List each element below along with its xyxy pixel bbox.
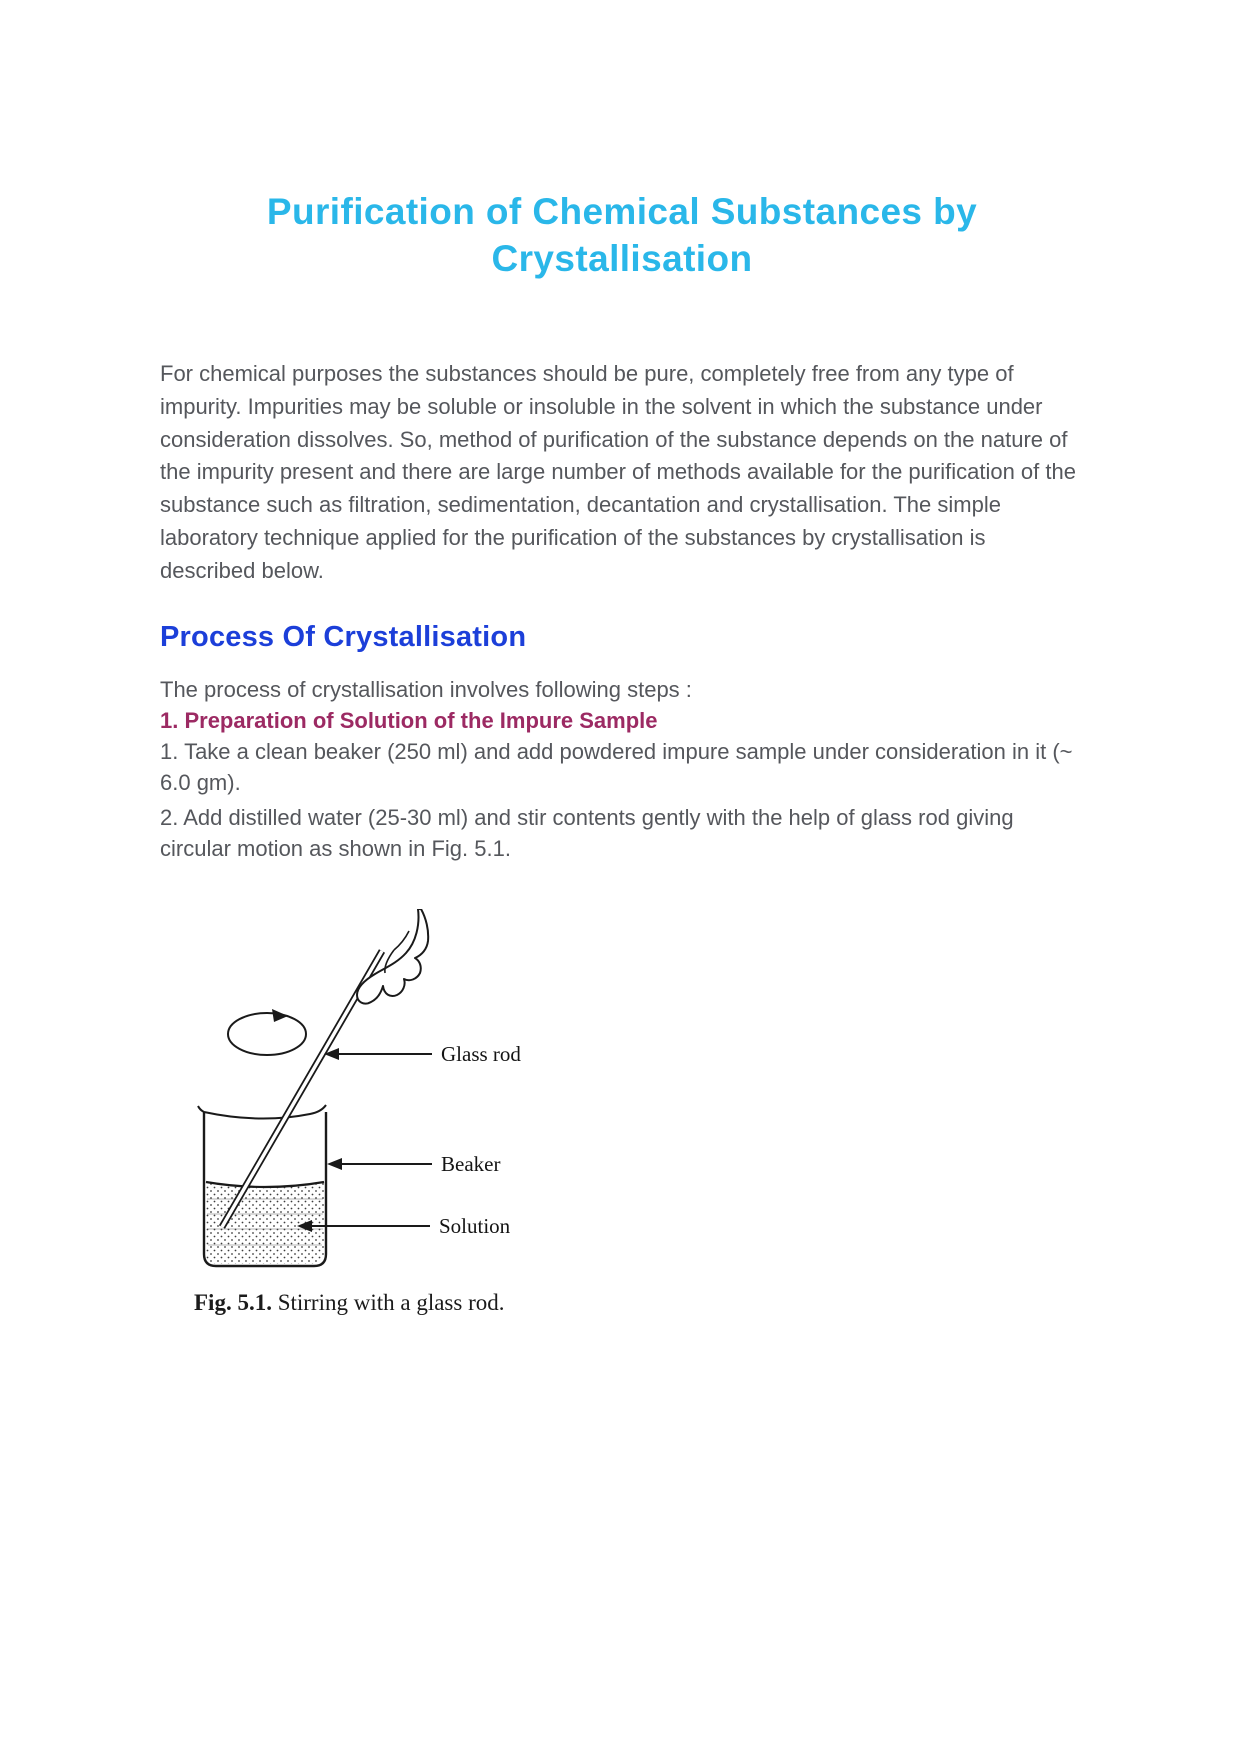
figure-caption-text: Stirring with a glass rod. xyxy=(277,1289,505,1315)
beaker-arrow xyxy=(327,1158,432,1170)
glass-rod-arrow xyxy=(324,1048,432,1060)
intro-paragraph: For chemical purposes the substances should be pure, completely free from any type of impurity. Impurities may be soluble or insoluble in the solvent in which the substance under consideration dissolves. So, method of purification of the substance depends on the nature of the impurity present and there are large number of methods available for the purification of the substance such as filtration, sedimentation, decantation and crystallisation. The simple laboratory technique applied for the purification of the substances by crystallisation is described below. xyxy=(160,361,1076,583)
figure-5-1 xyxy=(160,909,1084,1316)
subheading-preparation-of-solution: 1. Preparation of Solution of the Impure Sample xyxy=(160,707,658,733)
step-1-text: 1. Take a clean beaker (250 ml) and add powdered impure sample under consideration in it (~ 6.0 gm). xyxy=(160,738,1073,796)
figure-caption-number: Fig. 5.1. xyxy=(194,1289,272,1315)
hand-drawing xyxy=(357,909,428,1004)
solution-label: Solution xyxy=(439,1213,511,1238)
circular-motion-arrow xyxy=(228,1009,306,1055)
beaker-label: Beaker xyxy=(441,1151,501,1176)
glass-rod-label: Glass rod xyxy=(441,1041,521,1066)
steps-intro-text: The process of crystallisation involves following steps : xyxy=(160,676,692,702)
document-page xyxy=(160,0,1084,1316)
page-title-line2: Crystallisation xyxy=(491,238,753,279)
figure-caption xyxy=(194,1290,1084,1316)
stirring-diagram xyxy=(160,909,680,1274)
section-heading: Process Of Crystallisation xyxy=(160,620,527,653)
step-2-text: 2. Add distilled water (25-30 ml) and stir contents gently with the help of glass rod giving circular motion as shown in Fig. 5.1. xyxy=(160,804,1014,862)
page-title xyxy=(160,188,1084,282)
page-title-line1: Purification of Chemical Substances by xyxy=(266,191,978,232)
